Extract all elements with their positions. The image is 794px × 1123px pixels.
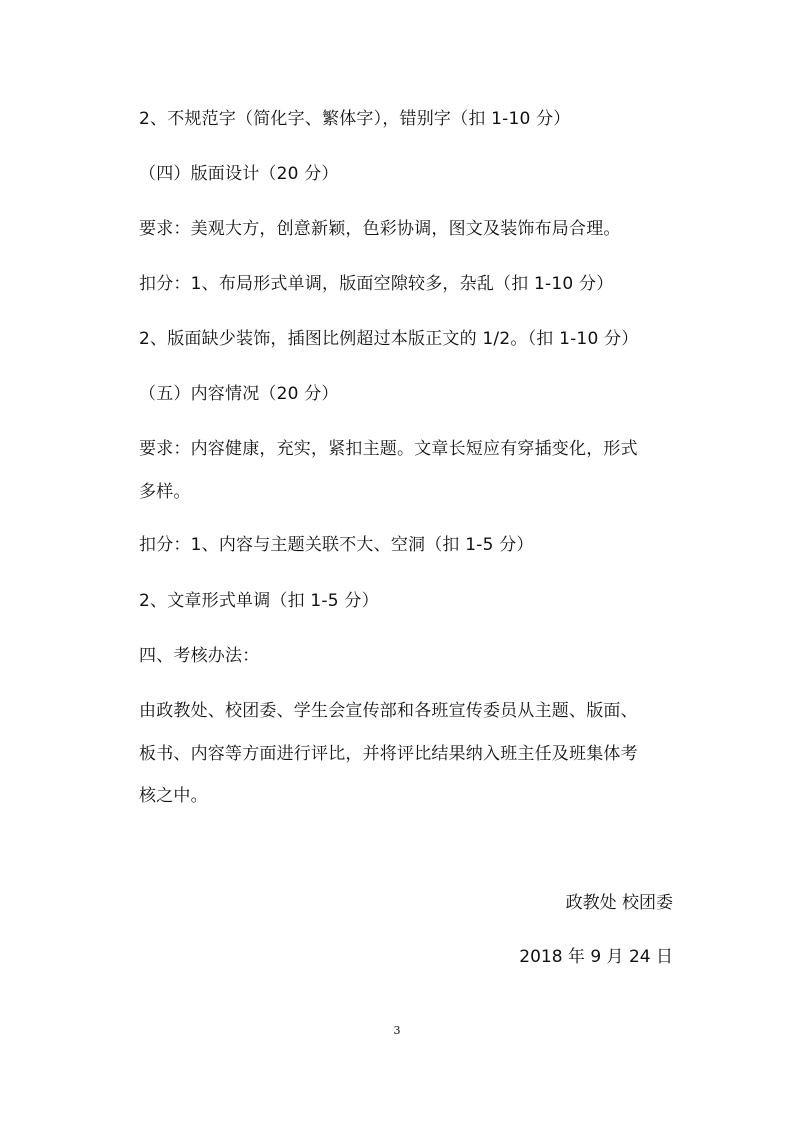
text-line-3: 要求：美观大方，创意新颖，色彩协调，图文及装饰布局合理。	[139, 219, 621, 239]
section-heading-layout-design: （四）版面设计（20 分）	[139, 164, 339, 184]
section-heading-assessment: 四、考核办法：	[139, 646, 260, 666]
text-line-14: 核之中。	[139, 786, 208, 806]
text-line-7: 要求：内容健康，充实，紧扣主题。文章长短应有穿插变化，形式	[139, 439, 638, 459]
text-line-13: 板书、内容等方面进行评比，并将评比结果纳入班主任及班集体考	[139, 744, 638, 764]
text-line-12: 由政教处、校团委、学生会宣传部和各班宣传委员从主题、版面、	[139, 701, 638, 721]
text-line-1: 2、不规范字（简化字、繁体字），错别字（扣 1-10 分）	[139, 109, 571, 129]
text-line-4: 扣分：1、布局形式单调，版面空隙较多，杂乱（扣 1-10 分）	[139, 274, 614, 294]
page-number: 3	[393, 1024, 401, 1037]
text-line-10: 2、文章形式单调（扣 1-5 分）	[139, 591, 379, 611]
text-line-5: 2、版面缺少装饰，插图比例超过本版正文的 1/2。（扣 1-10 分）	[139, 329, 639, 349]
signature-issuer: 政教处 校团委	[565, 893, 673, 913]
signature-date: 2018 年 9 月 24 日	[519, 947, 673, 967]
section-heading-content: （五）内容情况（20 分）	[139, 384, 339, 404]
text-line-9: 扣分：1、内容与主题关联不大、空洞（扣 1-5 分）	[139, 535, 534, 555]
text-line-8: 多样。	[139, 482, 191, 502]
